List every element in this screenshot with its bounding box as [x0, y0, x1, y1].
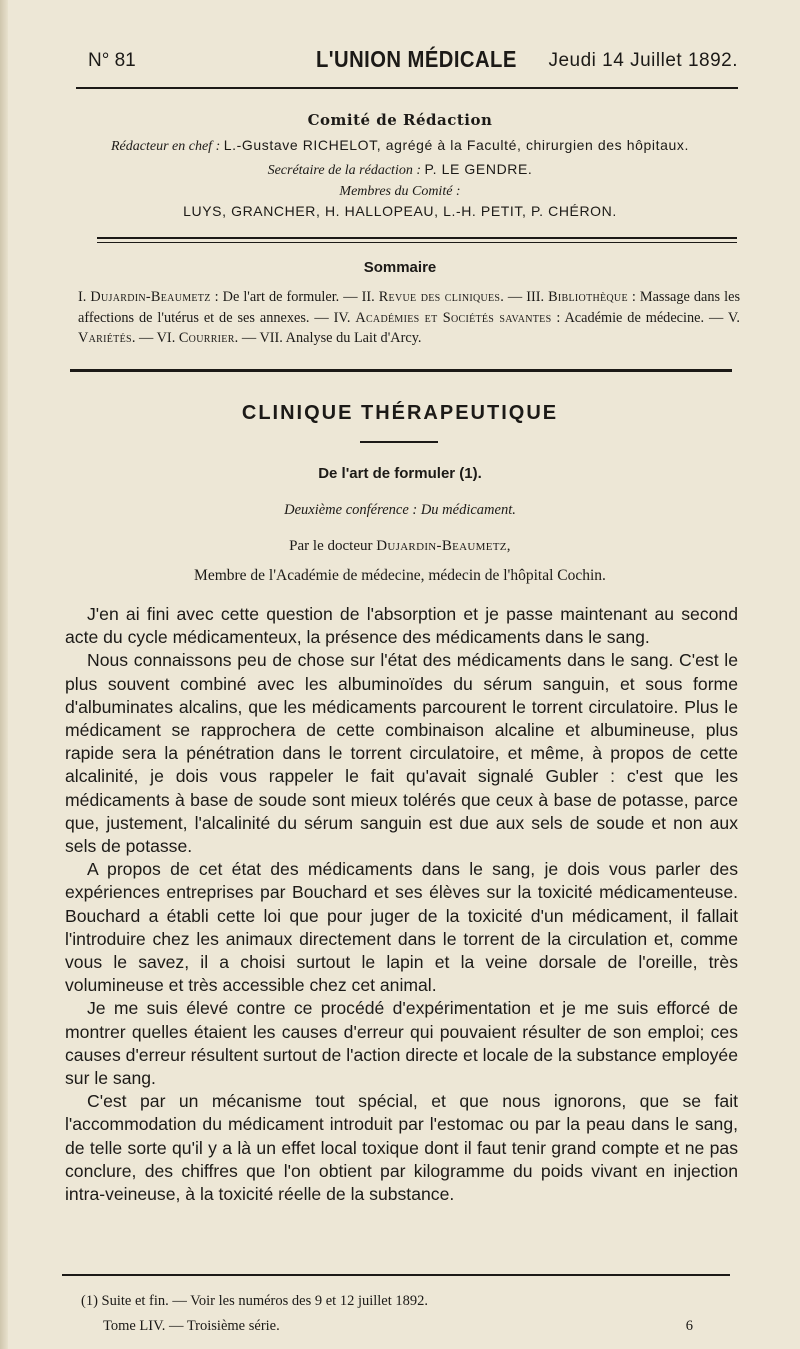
- summary-item-text: : De l'art de formuler. —: [210, 289, 362, 305]
- summary-rule: [70, 369, 732, 372]
- summary-item-number: III.: [526, 289, 549, 305]
- body-paragraph: A propos de cet état des médicaments dans le sang, je dois vous parler des expériences entreprises par Bouchard et ses élèves sur la toxicité médicamenteuse. Bouchard a établi cette loi que pour juger de la toxicité d'un médicament, il fallait l'introduire chez les animaux directement dans le torrent de la circulation et, comme vous le savez, il a choisi surtout le lapin et la veine dorsale de l'oreille, très volumineuse et très accessible chez cet animal.: [65, 859, 738, 996]
- members-label: Membres du Comité :: [339, 184, 461, 199]
- editor-name: L.-Gustave RICHELOT, agrégé à la Faculté, chirurgien des hôpitaux.: [223, 137, 689, 153]
- summary-item-text: Analyse du Lait d'Arcy.: [285, 330, 422, 346]
- summary-item: [78, 289, 362, 305]
- footnote-line: [81, 1289, 741, 1314]
- section-underline: [360, 441, 438, 443]
- summary-item-text: . —: [500, 289, 527, 305]
- summary-item-text: : Massage dans les affections de l'utérus et de ses annexes. —: [78, 289, 741, 326]
- committee-rule-top: [97, 237, 737, 239]
- author-affiliation: Membre de l'Académie de médecine, médecin de l'hôpital Cochin.: [194, 567, 606, 584]
- members-label-line: [60, 184, 740, 200]
- body-paragraph: Nous connaissons peu de chose sur l'état des médicaments dans le sang. C'est le plus souvent combiné avec les albuminoïdes du sérum sanguin, et sous forme d'albuminates alcalins, que les médicaments parcourent le torrent circulatoire. Plus le médicament se rapprochera de cette combinaison alcaline et albumineuse, plus rapide sera la pénétration dans le torrent circulatoire, et même, à propos de cette alcalinité, je dois vous rappeler le fait qu'avait signalé Gubler : c'est que les médicaments à base de soude sont mieux tolérés que ceux à base de potasse, parce que, justement, l'alcalinité du sérum sanguin est due aux sels de soude et non aux sels de potasse.: [65, 650, 738, 857]
- secretary-line: [60, 161, 740, 179]
- header-rule: [76, 87, 738, 89]
- article-subtitle: Deuxième conférence : Du médicament.: [284, 502, 516, 518]
- article-body: [65, 603, 738, 1206]
- secretary-label: Secrétaire de la rédaction :: [267, 163, 421, 178]
- journal-title: L'UNION MÉDICALE: [316, 46, 517, 72]
- body-paragraph: Je me suis élevé contre ce procédé d'expérimentation et je me suis efforcé de montrer quelles étaient les causes d'erreur qui pouvaient résulter de son emploi; ces causes d'erreur résultent surtout de l'action directe et locale de la substance employée sur le sang.: [65, 998, 738, 1089]
- committee-title: Comité de Rédaction: [307, 111, 493, 129]
- summary-item-number: I.: [78, 289, 91, 305]
- summary-item: [334, 310, 728, 326]
- summary-item-heading: Bibliothèque: [548, 289, 628, 305]
- issue-date: Jeudi 14 Juillet 1892.: [548, 50, 738, 71]
- article-title: De l'art de formuler (1).: [318, 465, 482, 482]
- page-number: 6: [685, 1318, 693, 1334]
- footnote-rule: [62, 1274, 730, 1276]
- summary-item-number: VII.: [259, 330, 286, 346]
- summary-item-heading: Académies et Sociétés savantes: [355, 309, 552, 326]
- summary-item-number: II.: [361, 289, 379, 305]
- editor-line: [60, 137, 740, 155]
- summary-item-number: IV.: [333, 309, 356, 326]
- editor-label: Rédacteur en chef :: [111, 139, 221, 154]
- members-names: LUYS, GRANCHER, H. HALLOPEAU, L.-H. PETIT, P. CHÉRON.: [183, 203, 617, 219]
- section-title: CLINIQUE THÉRAPEUTIQUE: [241, 402, 559, 424]
- summary-item-number: VI.: [156, 330, 179, 346]
- summary-item: [259, 330, 421, 346]
- tome-line: [81, 1314, 741, 1339]
- page-edge: [0, 0, 8, 1349]
- summary-item-heading: Variétés: [78, 330, 132, 346]
- members-line: [60, 203, 740, 221]
- byline-prefix: Par le docteur: [289, 538, 373, 554]
- footnote-text: (1) Suite et fin. — Voir les numéros des 9 et 12 juillet 1892.: [81, 1293, 429, 1309]
- body-paragraph: J'en ai fini avec cette question de l'absorption et je passe maintenant au second acte du cycle médicamenteux, la présence des médicaments dans le sang.: [65, 604, 738, 648]
- committee-rule-bottom: [97, 242, 737, 243]
- summary-item: [157, 330, 260, 346]
- tome-info: Tome LIV. — Troisième série.: [103, 1318, 280, 1334]
- issue-number: N° 81: [88, 50, 136, 71]
- summary-item: [362, 289, 527, 305]
- secretary-name: P. LE GENDRE.: [424, 161, 533, 177]
- summary-item-heading: Dujardin-Beaumetz: [90, 289, 211, 305]
- footnote: [81, 1289, 741, 1339]
- summary-item-text: . —: [234, 330, 260, 346]
- article-byline: [60, 538, 740, 555]
- author-name: Dujardin-Beaumetz,: [376, 538, 511, 554]
- body-paragraph: C'est par un mécanisme tout spécial, et que nous ignorons, que se fait l'accommodation du médicament introduit par l'estomac ou par la peau dans le sang, de telle sorte qu'il y a là un effet local toxique dont il faut tenir grand compte et ne pas conclure, des chiffres que l'on obtient par kilogramme du poids vivant en injection intra-veineuse, à la toxicité réelle de la substance.: [65, 1091, 738, 1205]
- summary-item-text: . —: [131, 330, 157, 346]
- page-header: [88, 46, 738, 80]
- summary-item-heading: Revue des cliniques: [378, 289, 501, 305]
- summary-title: Sommaire: [363, 259, 437, 276]
- summary-item-heading: Courrier: [178, 330, 235, 346]
- summary-item-text: : Académie de médecine. —: [551, 309, 728, 326]
- summary-text: [78, 287, 740, 349]
- summary-item-number: V.: [727, 309, 740, 326]
